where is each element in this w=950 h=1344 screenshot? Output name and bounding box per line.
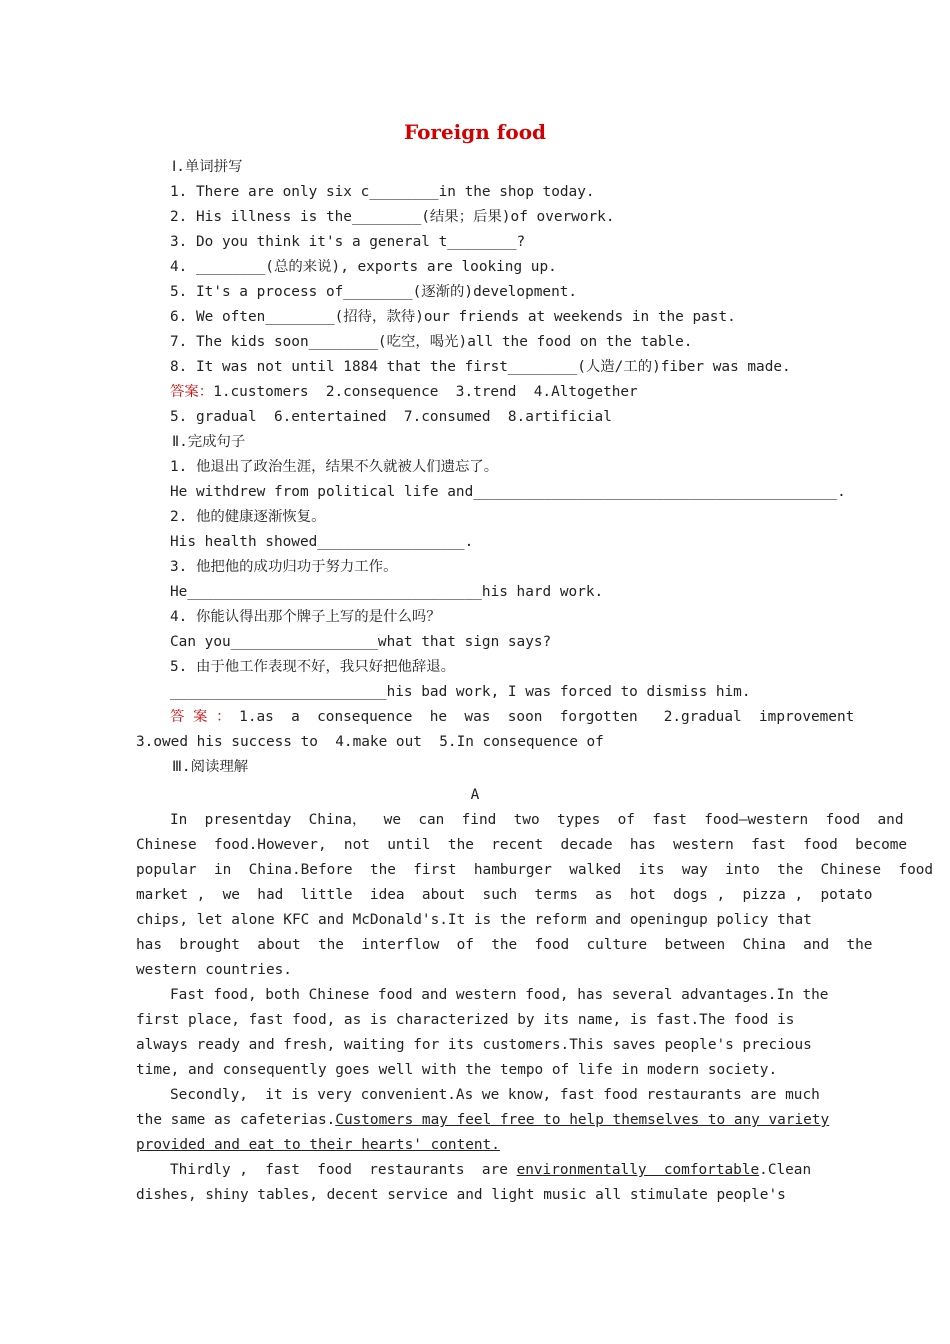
p2-line-4: time, and consequently goes well with the tempo of life in modern society. — [136, 1062, 778, 1078]
p1-line-4: market , we had little idea about such terms as hot dogs , pizza , potato — [136, 887, 873, 903]
section-2-heading: Ⅱ.完成句子 — [172, 434, 246, 450]
s2-item-3-cn: 3. 他把他的成功归功于努力工作。 — [170, 559, 398, 575]
s2-item-2-cn: 2. 他的健康逐渐恢复。 — [170, 509, 326, 525]
p2-line-1: Fast food, both Chinese food and western food, has several advantages.In the — [170, 987, 829, 1003]
section-3-heading: Ⅲ.阅读理解 — [172, 759, 249, 775]
s1-item-5: 5. It's a process of________(逐渐的)development. — [170, 284, 578, 300]
p1-line-5: chips, let alone KFC and McDonald's.It is the reform and openingup policy that — [136, 912, 812, 928]
page-title: Foreign food — [403, 120, 547, 144]
s2-answer-label: 答 案 ： — [170, 709, 231, 725]
p3-line-1: Secondly, it is very convenient.As we know, fast food restaurants are much — [170, 1087, 820, 1103]
s1-answer-label: 答案： — [170, 384, 214, 400]
s1-item-6: 6. We often________(招待，款待)our friends at weekends in the past. — [170, 309, 736, 325]
s2-answer-line-2: 3.owed his success to 4.make out 5.In consequence of — [136, 734, 604, 750]
p1-line-1: In presentday China， we can find two types of fast food—western food and — [170, 812, 904, 828]
s1-answer-line-1 — [170, 380, 638, 405]
p4-underlined-phrase: environmentally comfortable — [516, 1162, 760, 1178]
s2-item-4-en: Can you_________________what that sign says? — [170, 634, 552, 650]
s1-item-2: 2. His illness is the________(结果；后果)of overwork. — [170, 209, 615, 225]
p1-line-2: Chinese food.However, not until the recent decade has western fast food become — [136, 837, 908, 853]
s1-item-7: 7. The kids soon________(吃空，喝光)all the food on the table. — [170, 334, 693, 350]
passage-label: A — [470, 787, 480, 803]
s2-answer-line-1 — [170, 705, 854, 730]
s2-item-4-cn: 4. 你能认得出那个牌子上写的是什么吗？ — [170, 609, 441, 625]
s2-item-2-en: His health showed_________________. — [170, 534, 474, 550]
s1-answer-line-2: 5. gradual 6.entertained 7.consumed 8.artificial — [170, 409, 612, 425]
s1-item-3: 3. Do you think it's a general t________? — [170, 234, 526, 250]
p3-line-2 — [136, 1108, 829, 1133]
p1-line-6: has brought about the interflow of the food culture between China and the — [136, 937, 873, 953]
p4-line-1-b: .Clean — [759, 1162, 812, 1178]
s2-answer-text-1: 1.as a consequence he was soon forgotten 2.gradual improvement — [230, 709, 855, 725]
s1-answer-text-1: 1.customers 2.consequence 3.trend 4.Altogether — [213, 384, 638, 400]
s2-item-3-en: He__________________________________his hard work. — [170, 584, 604, 600]
s1-item-4: 4. ________(总的来说), exports are looking up. — [170, 259, 557, 275]
p4-line-1 — [170, 1158, 811, 1183]
p2-line-3: always ready and fresh, waiting for its customers.This saves people's precious — [136, 1037, 812, 1053]
p3-line-3 — [136, 1133, 500, 1158]
s2-item-5-en: _________________________his bad work, I was forced to dismiss him. — [170, 684, 751, 700]
p3-underlined-sentence-part-2: provided and eat to their hearts' content. — [136, 1137, 500, 1153]
s1-item-8: 8. It was not until 1884 that the first________(人造/工的)fiber was made. — [170, 359, 791, 375]
p4-line-2: dishes, shiny tables, decent service and light music all stimulate people's — [136, 1187, 786, 1203]
s1-item-1: 1. There are only six c________in the shop today. — [170, 184, 595, 200]
p3-underlined-sentence-part-1: Customers may feel free to help themselves to any variety — [335, 1112, 830, 1128]
s2-item-1-en: He withdrew from political life and__________________________________________. — [170, 484, 846, 500]
section-1-heading: Ⅰ.单词拼写 — [172, 159, 243, 175]
p1-line-3: popular in China.Before the first hamburger walked its way into the Chinese food — [136, 862, 934, 878]
s2-item-1-cn: 1. 他退出了政治生涯，结果不久就被人们遗忘了。 — [170, 459, 499, 475]
p1-line-7: western countries. — [136, 962, 292, 978]
s2-item-5-cn: 5. 由于他工作表现不好，我只好把他辞退。 — [170, 659, 456, 675]
p2-line-2: first place, fast food, as is characterized by its name, is fast.The food is — [136, 1012, 795, 1028]
p4-line-1-a: Thirdly , fast food restaurants are — [170, 1162, 517, 1178]
p3-line-2-plain: the same as cafeterias. — [136, 1112, 336, 1128]
